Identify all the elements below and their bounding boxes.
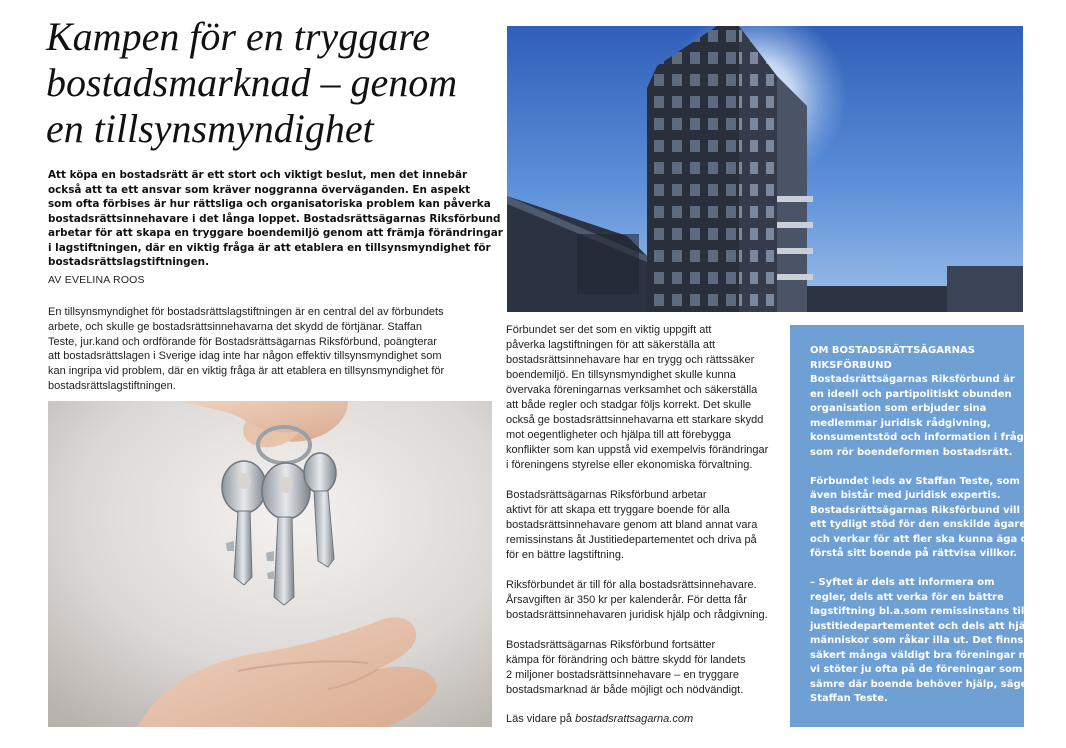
mid-line: att både regler och stadgar följs korrekt. Det skulle <box>506 399 752 411</box>
lead-line: i lagstiftningen, där en viktig fråga är att etablera en tillsynsmyndighet för <box>48 241 491 254</box>
mid-line: i föreningens styrelse eller ekonomiska förvaltning. <box>506 459 753 471</box>
sidebar-line: människor som råkar illa ut. Det finns <box>810 635 1024 646</box>
sidebar-line: – Syftet är dels att informera om <box>810 577 995 588</box>
mid-line: aktivt för att skapa ett tryggare boende för alla <box>506 504 730 516</box>
mid-line: Årsavgiften är 350 kr per kalenderår. För detta får <box>506 594 747 606</box>
mid-paragraph <box>506 488 781 563</box>
title-line: en tillsynsmyndighet <box>46 106 374 151</box>
mid-line: remissinstans åt Justitiedepartementet och driva på <box>506 534 757 546</box>
sidebar-line: konsumentstöd och information i frågor <box>810 432 1036 443</box>
intro-line: Teste, jur.kand och ordförande för Bostadsrättsägarnas Riksförbund, poängterar <box>48 335 437 348</box>
mid-line: också ge bostadsrättsinnehavarna ett starkare skydd <box>506 414 764 426</box>
mid-line: 2 miljoner bostadsrättsinnehavare – en tryggare <box>506 669 739 681</box>
sidebar-heading <box>810 344 1018 373</box>
mid-line: bostadsrättsinnehavare genom att bland annat vara <box>506 519 758 531</box>
keys-photo <box>48 401 492 727</box>
read-more <box>506 712 781 727</box>
intro-paragraph <box>48 305 488 394</box>
sidebar-line: förstå sitt boende på rättvisa villkor. <box>810 548 1018 559</box>
sidebar-line: som rör boendeformen bostadsrätt. <box>810 446 1013 458</box>
lead-line: arbetar för att skapa en tryggare boendemiljö genom att främja förändringar <box>48 227 503 239</box>
mid-line: mot oegentligheter och hjälpa till att förebygga <box>506 429 732 441</box>
mid-line: Förbundet ser det som en viktig uppgift att <box>506 324 712 336</box>
article-lead <box>48 168 503 270</box>
sidebar-line: och verkar för att fler ska kunna äga och <box>810 533 1041 545</box>
sidebar-line: Bostadsrättsägarnas Riksförbund är <box>810 374 1015 385</box>
lead-line: bostadsrättslagstiftningen. <box>48 256 210 268</box>
mid-line: bostadsmarknad är både möjligt och nödvändigt. <box>506 684 744 696</box>
read-more-prefix: Läs vidare på <box>506 713 576 725</box>
mid-line: konflikter som kan uppstå vid exempelvis förändringar <box>506 444 769 456</box>
mid-paragraph <box>506 638 781 698</box>
mid-line: Bostadsrättsägarnas Riksförbund fortsätter <box>506 639 716 651</box>
mid-line: påverka lagstiftningen för att säkerställa att <box>506 339 716 351</box>
mid-paragraph <box>506 578 781 623</box>
building-photo <box>507 26 1023 312</box>
website-link[interactable]: bostadsrattsagarna.com <box>575 713 694 725</box>
sidebar-line: medlemmar juridisk rådgivning, <box>810 417 991 429</box>
lead-line: Att köpa en bostadsrätt är ett stort och viktigt beslut, men det innebär <box>48 169 468 181</box>
mid-line: Bostadsrättsägarnas Riksförbund arbetar <box>506 489 707 501</box>
mid-line: bostadsrättsinnehavaren juridisk hjälp och rådgivning. <box>506 609 768 621</box>
sidebar-line: säkert många väldigt bra föreningar men <box>810 649 1043 661</box>
intro-line: kan ingripa vid problem, där en viktig fråga är att etablera en tillsynsmyndighet för <box>48 365 445 378</box>
sidebar-line: även bistår med juridisk expertis. <box>810 490 1001 501</box>
byline: AV EVELINA ROOS <box>48 274 145 286</box>
intro-line: arbete, och skulle ge bostadsrättsinnehavarna det skydd de förtjänar. Staffan <box>48 320 423 333</box>
sidebar-heading-line: RIKSFÖRBUND <box>810 359 892 371</box>
sidebar-line: regler, dels att verka för en bättre <box>810 591 1004 603</box>
title-line: Kampen för en tryggare <box>46 14 431 59</box>
lead-line: bostadsrättsinnehavare i det långa loppet. Bostadsrättsägarnas Riksförbund <box>48 212 501 225</box>
mid-line: för en bättre lagstiftning. <box>506 549 625 561</box>
lead-line: som ofta förbises är hur rättsliga och organisatoriska problem kan påverka <box>48 198 491 210</box>
title-line: bostadsmarknad – genom <box>46 60 458 105</box>
mid-line: bostadsrättsinnehavare har en trygg och rättssäker <box>506 354 755 366</box>
mid-paragraph <box>506 323 781 473</box>
lead-line: också att ta ett ansvar som kräver noggranna överväganden. En aspekt <box>48 183 471 196</box>
intro-line: att bostadsrättslagen i Sverige idag inte har någon effektiv tillsynsmyndighet som <box>48 350 442 363</box>
sidebar-heading-line: OM BOSTADSRÄTTSÄGARNAS <box>810 345 975 356</box>
sidebar-line: Bostadsrättsägarnas Riksförbund vill vara <box>810 504 1049 516</box>
article-title <box>46 14 501 152</box>
sidebar-line: justitiedepartementet och dels att hjälpa <box>810 620 1043 632</box>
intro-line: En tillsynsmyndighet för bostadsrättslagstiftningen är en central del av förbundets <box>48 306 444 318</box>
sidebar-paragraph <box>810 475 1049 562</box>
sidebar-paragraph <box>810 373 1036 460</box>
mid-line: Riksförbundet är till för alla bostadsrättsinnehavare. <box>506 579 757 591</box>
intro-line: bostadsrättslagstiftningen. <box>48 379 176 392</box>
sidebar-paragraph <box>810 576 1043 707</box>
mid-line: kämpa för förändring och bättre skydd för landets <box>506 654 746 666</box>
mid-line: övervaka föreningarnas verksamhet och säkerställa <box>506 384 758 396</box>
sidebar-line: sämre där boende behöver hjälp, säger <box>810 678 1033 690</box>
sidebar-line: Förbundet leds av Staffan Teste, som <box>810 475 1020 487</box>
about-sidebar <box>790 325 1049 727</box>
sidebar-line: organisation som erbjuder sina <box>810 403 987 414</box>
sidebar-line: ett tydligt stöd för den enskilde ägaren <box>810 519 1034 530</box>
sidebar-line: vi stöter ju ofta på de föreningar som är <box>810 664 1038 675</box>
mid-line: boendemiljö. En tillsynsmyndighet skulle kunna <box>506 369 736 381</box>
sidebar-line: lagstiftning bl.a.som remissinstans till <box>810 606 1028 617</box>
sidebar-line: Staffan Teste. <box>810 693 888 704</box>
middle-column <box>506 323 781 742</box>
sidebar-line: en ideell och partipolitiskt obunden <box>810 388 1012 400</box>
